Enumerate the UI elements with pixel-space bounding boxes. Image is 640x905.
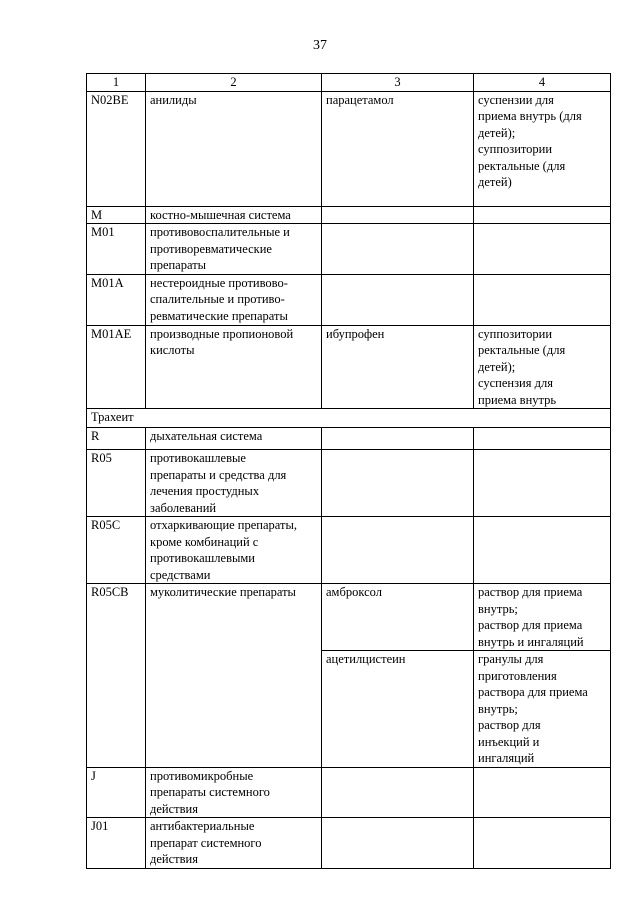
group-name-cell: противовоспалительные и противоревматические препараты [146, 224, 322, 275]
page-number: 37 [313, 38, 327, 53]
header-row [87, 74, 611, 92]
dosage-form-cell [474, 428, 611, 450]
dosage-form-cell: суспензии для приема внутрь (для детей); суппозитории ректальные (для детей) [474, 91, 611, 206]
drug-table [86, 73, 611, 869]
atc-code-cell: M01A [87, 274, 146, 325]
dosage-form-cell [474, 274, 611, 325]
group-name-cell: костно-мышечная система [146, 206, 322, 224]
drug-name-cell [322, 274, 474, 325]
dosage-form-cell [474, 818, 611, 869]
header-cell: 4 [474, 74, 611, 92]
dosage-form-cell [474, 450, 611, 517]
group-name-cell: противокашлевые препараты и средства для лечения простудных заболеваний [146, 450, 322, 517]
group-name-cell: нестероидные противово- спалительные и противо- ревматические препараты [146, 274, 322, 325]
group-name-cell: производные пропионовой кислоты [146, 325, 322, 409]
section-title: Трахеит [87, 409, 611, 428]
group-name-cell: дыхательная система [146, 428, 322, 450]
atc-code-cell: M01AE [87, 325, 146, 409]
atc-code-cell: J01 [87, 818, 146, 869]
atc-code-cell: M01 [87, 224, 146, 275]
header-cell: 2 [146, 74, 322, 92]
atc-code-cell: R05CB [87, 584, 146, 768]
atc-code-cell: J [87, 767, 146, 818]
drug-name-cell [322, 206, 474, 224]
group-name-cell: муколитические препараты [146, 584, 322, 768]
dosage-form-cell [474, 767, 611, 818]
dosage-form-cell [474, 224, 611, 275]
drug-name-cell [322, 224, 474, 275]
dosage-form-cell: раствор для приема внутрь; раствор для приема внутрь и ингаляций [474, 584, 611, 651]
header-cell: 1 [87, 74, 146, 92]
table-row [87, 325, 611, 409]
dosage-form-cell [474, 206, 611, 224]
table-row [87, 450, 611, 517]
group-name-cell: анилиды [146, 91, 322, 206]
drug-name-cell: парацетамол [322, 91, 474, 206]
drug-name-cell: ацетилцистеин [322, 651, 474, 768]
atc-code-cell: N02BE [87, 91, 146, 206]
drug-name-cell [322, 818, 474, 869]
table-row [87, 91, 611, 206]
drug-name-cell [322, 428, 474, 450]
table-row [87, 767, 611, 818]
atc-code-cell: R05C [87, 517, 146, 584]
dosage-form-cell: гранулы для приготовления раствора для приема внутрь; раствор для инъекций и ингаляций [474, 651, 611, 768]
drug-name-cell [322, 450, 474, 517]
table-row [87, 206, 611, 224]
drug-name-cell [322, 517, 474, 584]
atc-code-cell: R05 [87, 450, 146, 517]
table-row [87, 517, 611, 584]
atc-code-cell: M [87, 206, 146, 224]
group-name-cell: антибактериальные препарат системного действия [146, 818, 322, 869]
table-row [87, 584, 611, 651]
section-row [87, 409, 611, 428]
table-row [87, 224, 611, 275]
dosage-form-cell: суппозитории ректальные (для детей); суспензия для приема внутрь [474, 325, 611, 409]
table-row [87, 274, 611, 325]
group-name-cell: противомикробные препараты системного действия [146, 767, 322, 818]
table-row [87, 428, 611, 450]
atc-code-cell: R [87, 428, 146, 450]
table-row [87, 818, 611, 869]
header-cell: 3 [322, 74, 474, 92]
dosage-form-cell [474, 517, 611, 584]
drug-name-cell: ибупрофен [322, 325, 474, 409]
drug-name-cell: амброксол [322, 584, 474, 651]
group-name-cell: отхаркивающие препараты, кроме комбинаций с противокашлевыми средствами [146, 517, 322, 584]
drug-name-cell [322, 767, 474, 818]
